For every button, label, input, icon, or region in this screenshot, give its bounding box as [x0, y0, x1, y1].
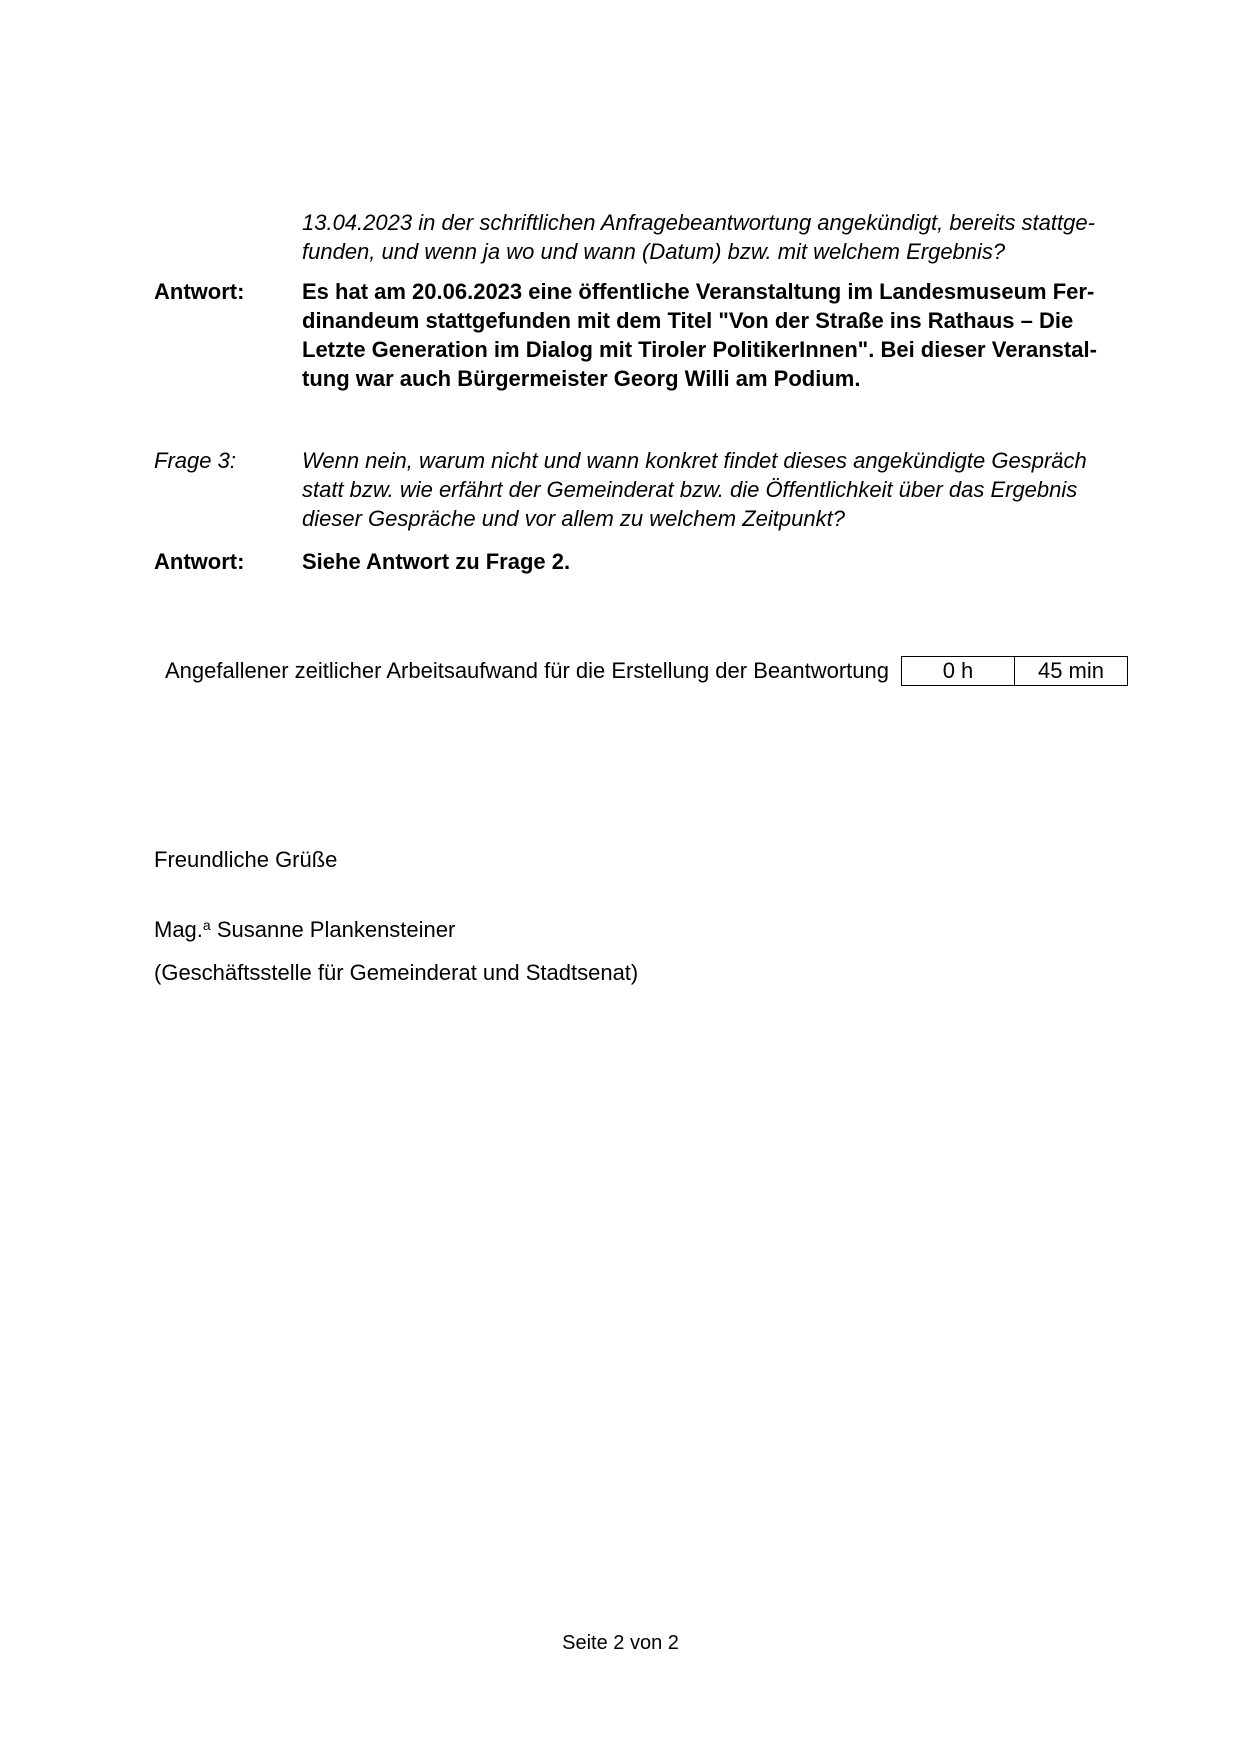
question-3-line: dieser Gespräche und vor allem zu welchem Zeitpunkt? [302, 506, 845, 531]
answer-2-line: Es hat am 20.06.2023 eine öffentliche Veranstaltung im Landesmuseum Fer- [302, 279, 1095, 304]
answer-2 [154, 277, 1144, 393]
signatory-title: Mag. [154, 917, 203, 942]
signatory-department: (Geschäftsstelle für Gemeinderat und Stadtsenat) [154, 960, 639, 985]
question-3-label: Frage 3: [154, 448, 236, 473]
answer-3-text: Siehe Antwort zu Frage 2. [302, 549, 571, 574]
answer-2-line: dinandeum stattgefunden mit dem Titel "Von der Straße ins Rathaus – Die [302, 308, 1074, 333]
page-number: Seite 2 von 2 [562, 1632, 679, 1654]
effort-row [165, 656, 1128, 686]
answer-2-line: tung war auch Bürgermeister Georg Willi am Podium. [302, 366, 861, 391]
closing-greeting: Freundliche Grüße [154, 847, 338, 872]
effort-minutes-cell: 45 min [1014, 657, 1127, 685]
question-3-line: statt bzw. wie erfährt der Gemeinderat bzw. die Öffentlichkeit über das Ergebnis [302, 477, 1078, 502]
signatory-name [154, 915, 455, 945]
answer-2-label: Antwort: [154, 279, 245, 304]
question-3 [154, 446, 1144, 533]
signatory-title-superscript: a [202, 917, 211, 933]
question-2-line: 13.04.2023 in der schriftlichen Anfragebeantwortung angekündigt, bereits stattge- [302, 210, 1095, 235]
question-3-text [302, 446, 1144, 533]
signatory-full-name: Susanne Plankensteiner [216, 917, 456, 942]
effort-table [901, 656, 1128, 686]
effort-hours-cell: 0 h [942, 658, 974, 683]
answer-2-line: Letzte Generation im Dialog mit Tiroler PolitikerInnen". Bei dieser Veranstal- [302, 337, 1097, 362]
answer-3 [154, 547, 1144, 576]
question-2-text [302, 208, 1144, 266]
answer-3-label: Antwort: [154, 549, 245, 574]
effort-label: Angefallener zeitlicher Arbeitsaufwand für die Erstellung der Beantwortung [165, 658, 889, 683]
answer-2-text [302, 277, 1144, 393]
question-2-line: funden, und wenn ja wo und wann (Datum) bzw. mit welchem Ergebnis? [302, 239, 1006, 264]
question-2-continuation [154, 208, 1144, 266]
question-3-line: Wenn nein, warum nicht und wann konkret findet dieses angekündigte Gespräch [302, 448, 1087, 473]
